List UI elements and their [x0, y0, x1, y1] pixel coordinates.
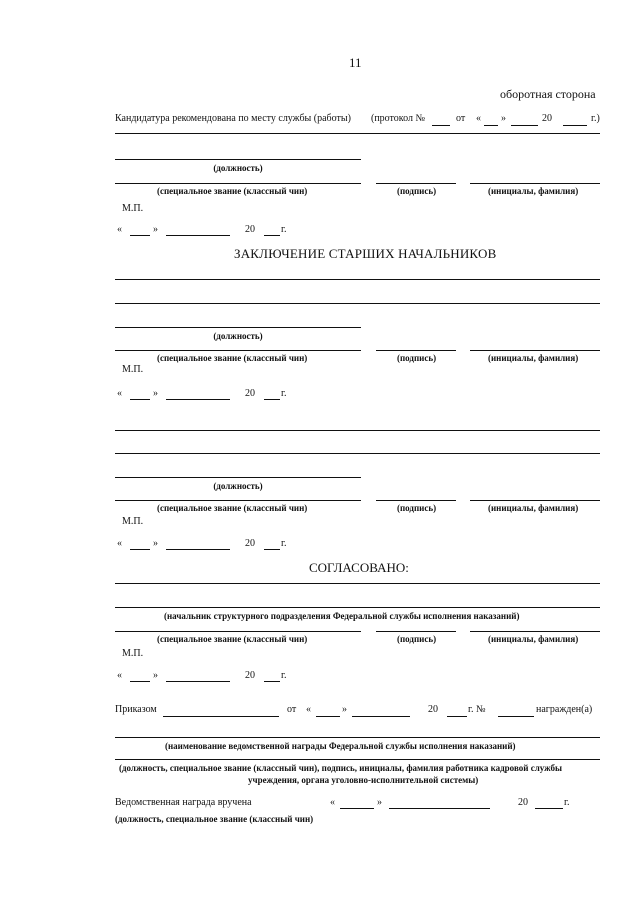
quote-open: «	[117, 224, 122, 235]
initials-caption: (инициалы, фамилия)	[488, 634, 579, 644]
date-month-field[interactable]	[166, 235, 230, 236]
year-prefix: 20	[518, 797, 528, 808]
initials-field[interactable]	[470, 350, 600, 351]
year-prefix: 20	[428, 704, 438, 715]
date-year-field[interactable]	[264, 549, 280, 550]
rank-caption: (специальное звание (классный чин)	[157, 353, 308, 363]
hr-employee-caption-2: учреждения, органа уголовно-исполнительной системы)	[248, 775, 479, 785]
initials-field[interactable]	[470, 631, 600, 632]
award-month-field[interactable]	[389, 808, 490, 809]
rank-field[interactable]	[115, 631, 361, 632]
quote-open: «	[117, 670, 122, 681]
quote-close: »	[501, 113, 506, 124]
position-field[interactable]	[115, 159, 361, 160]
year-prefix: 20	[245, 224, 255, 235]
award-name-caption: (наименование ведомственной награды Федеральной службы исполнения наказаний)	[165, 741, 516, 751]
order-number-field[interactable]	[498, 716, 534, 717]
senior-line-4[interactable]	[115, 453, 600, 454]
agreed-line-1[interactable]	[115, 583, 600, 584]
order-number-label: г. №	[468, 704, 486, 715]
position-caption: (должность)	[213, 481, 263, 491]
date-day-field[interactable]	[130, 399, 150, 400]
quote-close: »	[153, 224, 158, 235]
order-label: Приказом	[115, 704, 157, 715]
quote-open: «	[306, 704, 311, 715]
protocol-label: (протокол №	[371, 113, 426, 124]
year-suffix: г.	[281, 224, 287, 235]
signature-caption: (подпись)	[397, 634, 437, 644]
date-day-field[interactable]	[130, 549, 150, 550]
order-issuer-field[interactable]	[163, 716, 279, 717]
quote-close: »	[153, 538, 158, 549]
year-prefix: 20	[245, 670, 255, 681]
seal-label: М.П.	[122, 203, 144, 214]
position-field[interactable]	[115, 477, 361, 478]
protocol-year-field[interactable]	[563, 125, 587, 126]
rank-caption: (специальное звание (классный чин)	[157, 503, 308, 513]
agreed-title: СОГЛАСОВАНО:	[309, 560, 409, 575]
rank-caption: (специальное звание (классный чин)	[157, 634, 308, 644]
unit-head-field[interactable]	[115, 607, 600, 608]
awarded-label: награжден(а)	[536, 704, 593, 715]
year-suffix: г.	[281, 538, 287, 549]
signature-caption: (подпись)	[397, 353, 437, 363]
signature-field[interactable]	[376, 631, 456, 632]
date-month-field[interactable]	[166, 681, 230, 682]
unit-head-caption: (начальник структурного подразделения Федеральной службы исполнения наказаний)	[164, 611, 520, 621]
protocol-day-field[interactable]	[484, 125, 498, 126]
recommendation-line[interactable]	[115, 133, 600, 134]
quote-close: »	[153, 670, 158, 681]
position-field[interactable]	[115, 327, 361, 328]
quote-close: »	[342, 704, 347, 715]
seal-label: М.П.	[122, 364, 144, 375]
year-prefix: 20	[542, 113, 552, 124]
signature-caption: (подпись)	[397, 503, 437, 513]
order-year-field[interactable]	[447, 716, 467, 717]
senior-chiefs-title: ЗАКЛЮЧЕНИЕ СТАРШИХ НАЧАЛЬНИКОВ	[234, 246, 497, 261]
protocol-month-field[interactable]	[511, 125, 538, 126]
award-name-field[interactable]	[115, 737, 600, 738]
senior-line-2[interactable]	[115, 303, 600, 304]
order-day-field[interactable]	[316, 716, 340, 717]
date-year-field[interactable]	[264, 235, 280, 236]
quote-open: «	[476, 113, 481, 124]
quote-open: «	[117, 388, 122, 399]
award-given-label: Ведомственная награда вручена	[115, 797, 252, 808]
date-month-field[interactable]	[166, 549, 230, 550]
year-suffix: г.)	[591, 113, 600, 124]
quote-open: «	[117, 538, 122, 549]
seal-label: М.П.	[122, 648, 144, 659]
order-from-label: от	[287, 704, 297, 715]
senior-line-3[interactable]	[115, 430, 600, 431]
date-year-field[interactable]	[264, 399, 280, 400]
rank-field[interactable]	[115, 350, 361, 351]
rank-caption: (специальное звание (классный чин)	[157, 186, 308, 196]
initials-field[interactable]	[470, 500, 600, 501]
date-day-field[interactable]	[130, 235, 150, 236]
position-caption: (должность)	[213, 163, 263, 173]
hr-employee-caption-1: (должность, специальное звание (классный чин), подпись, инициалы, фамилия работника кадровой службы	[119, 763, 563, 773]
position-caption: (должность)	[213, 331, 263, 341]
date-month-field[interactable]	[166, 399, 230, 400]
signature-field[interactable]	[376, 500, 456, 501]
rank-field[interactable]	[115, 183, 361, 184]
signature-field[interactable]	[376, 183, 456, 184]
date-day-field[interactable]	[130, 681, 150, 682]
initials-caption: (инициалы, фамилия)	[488, 186, 579, 196]
protocol-number-field[interactable]	[432, 125, 450, 126]
initials-caption: (инициалы, фамилия)	[488, 503, 579, 513]
quote-close: »	[153, 388, 158, 399]
initials-caption: (инициалы, фамилия)	[488, 353, 579, 363]
award-day-field[interactable]	[340, 808, 374, 809]
initials-field[interactable]	[470, 183, 600, 184]
quote-close: »	[377, 797, 382, 808]
senior-line-1[interactable]	[115, 279, 600, 280]
seal-label: М.П.	[122, 516, 144, 527]
protocol-from-label: от	[456, 113, 466, 124]
page-number: 11	[349, 55, 362, 70]
year-suffix: г.	[281, 388, 287, 399]
signature-caption: (подпись)	[397, 186, 437, 196]
year-prefix: 20	[245, 538, 255, 549]
year-suffix: г.	[281, 670, 287, 681]
award-year-field[interactable]	[535, 808, 563, 809]
rank-field[interactable]	[115, 500, 361, 501]
order-month-field[interactable]	[352, 716, 410, 717]
year-prefix: 20	[245, 388, 255, 399]
reverse-side-label: оборотная сторона	[500, 87, 596, 101]
signature-field[interactable]	[376, 350, 456, 351]
hr-employee-field[interactable]	[115, 759, 600, 760]
recommendation-text: Кандидатура рекомендована по месту службы (работы)	[115, 113, 351, 124]
award-giver-caption: (должность, специальное звание (классный чин)	[115, 814, 314, 824]
year-suffix: г.	[564, 797, 570, 808]
quote-open: «	[330, 797, 335, 808]
date-year-field[interactable]	[264, 681, 280, 682]
